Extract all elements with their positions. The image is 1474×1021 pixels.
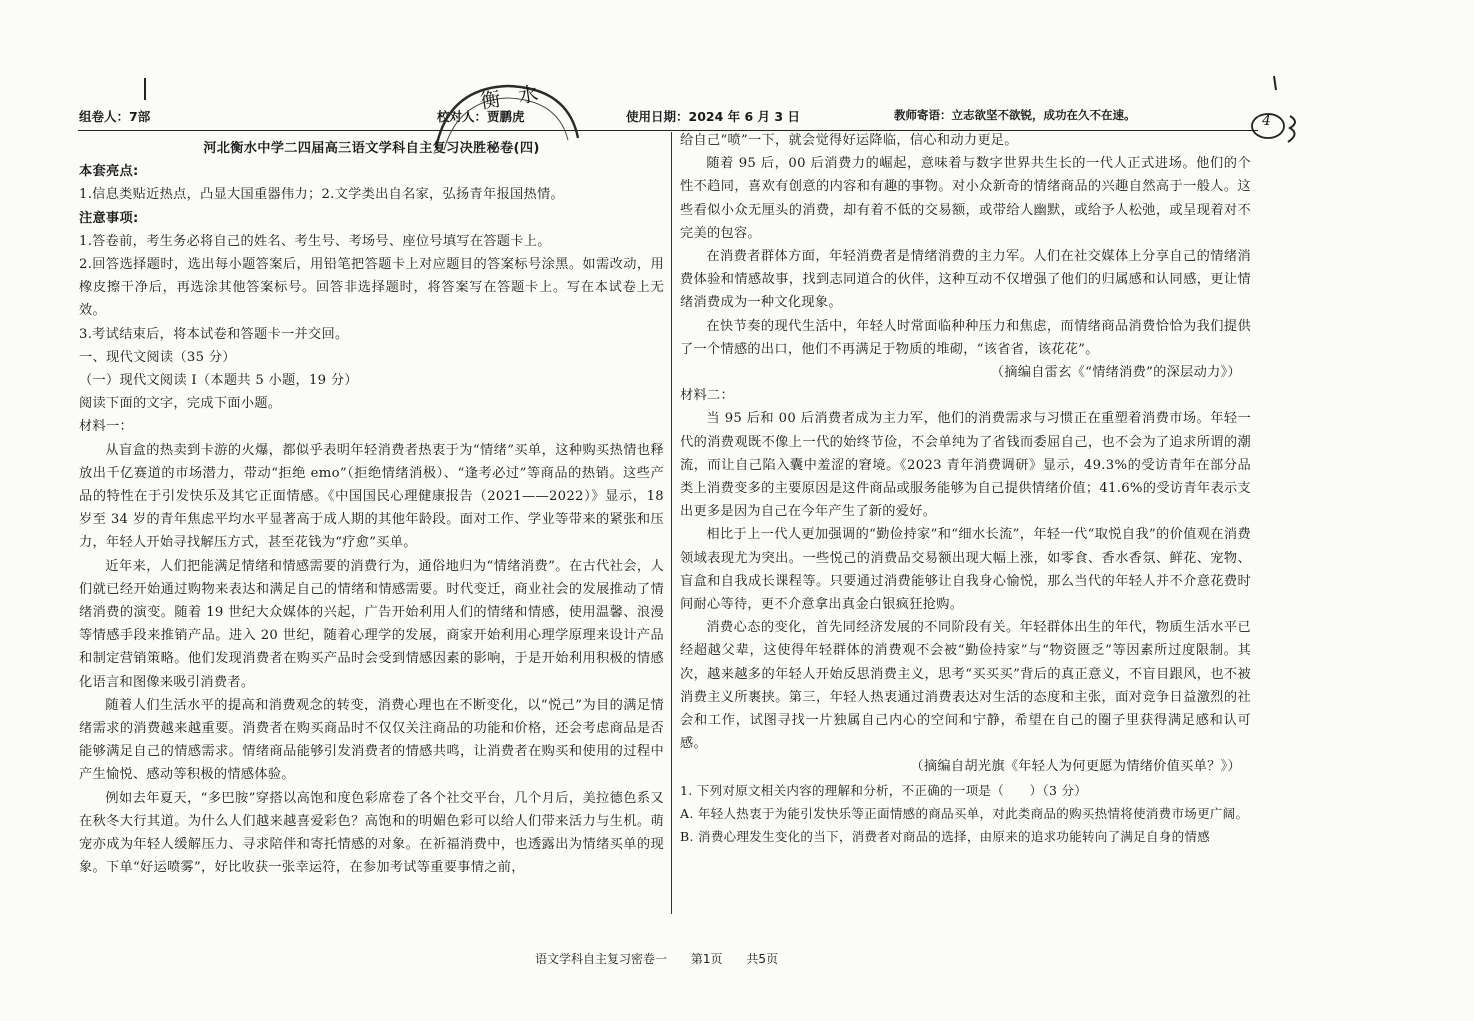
paragraph: 消费心态的变化，首先同经济发展的不同阶段有关。年轻群体出生的年代，物质生活水平已经超越父辈，这使得年轻群体的消费观不会被“勤俭持家”与“物资匮乏”等因素所过度限制。其次，越来越多的年轻人开始反思消费主义，思考“买买买”背后的真正意义，不盲目跟风，也不被消费主义所裹挟。第三，年轻人热衷通过消费表达对生活的态度和主张，面对竞争日益激烈的社会和工作，试图寻找一片独属自己内心的空间和宁静，希望在自己的圈子里获得满足感和认可感。 (680, 620, 1251, 752)
note-1: 1.答卷前，考生务必将自己的姓名、考生号、考场号、座位号填写在答题卡上。 (79, 233, 551, 249)
right-column (680, 129, 1251, 848)
paragraph: 随着人们生活水平的提高和消费观念的转变，消费心理也在不断变化，以“悦己”为目的满足情绪需求的消费越来越重要。消费者在购买商品时不仅仅关注商品的功能和价格，还会考虑商品是否能够满足自己的情感需求。情绪商品能够引发消费者的情感共鸣，让消费者在购买和使用的过程中产生愉悦、感动等积极的情感体验。 (79, 697, 664, 783)
paragraph: 给自己“喷”一下，就会觉得好运降临，信心和动力更足。 (680, 133, 1018, 148)
circled-page-mark (1248, 108, 1308, 148)
subsection-heading: （一）现代文阅读 I（本题共 5 小题，19 分） (79, 373, 358, 389)
material-1-label: 材料一： (79, 419, 133, 435)
footer-subject: 语文学科自主复习密卷一 (535, 952, 668, 966)
exam-title: 河北衡水中学二四届高三语文学科自主复习决胜秘卷(四) (203, 141, 540, 156)
pen-mark (140, 76, 150, 102)
question-1-option-a: A. 年轻人热衷于为能引发快乐等正面情感的商品买单，对此类商品的购买热情将使消费市场更广阔。 (680, 805, 1249, 821)
question-1: 1. 下列对原文相关内容的理解和分析，不正确的一项是（ ）（3 分） (680, 782, 1088, 798)
stamp-text: 衡水 (478, 78, 558, 114)
section-heading: 一、现代文阅读（35 分） (79, 349, 236, 365)
footer-total: 共5页 (746, 952, 778, 966)
paragraph: 近年来，人们把能满足情绪和情感需要的消费行为，通俗地归为“情绪消费”。在古代社会，人们就已经开始通过购物来表达和满足自己的情绪和情感需要。时代变迁，商业社会的发展推动了情绪消费的演变。随着 19 世纪大众媒体的兴起，广告开始利用人们的情绪和情感，使用温馨、浪漫等情感手段来推销产品。进入 20 世纪，随着心理学的发展，商家开始利用心理学原理来设计产品和制定营销策略。他们发现消费者在购买产品时会受到情感因素的影响，于是开始利用积极的情感化语言和图像来吸引消费者。 (79, 558, 664, 690)
page-footer (535, 950, 798, 967)
question-1-option-b: B. 消费心理发生变化的当下，消费者对商品的选择，由原来的追求功能转向了满足自身的情感 (680, 829, 1211, 845)
source-citation-1: （摘编自雷玄《“情绪消费”的深层动力》） (990, 365, 1241, 381)
note-2: 2.回答选择题时，选出每小题答案后，用铅笔把答题卡上对应题目的答案标号涂黑。如需改动，用橡皮擦干净后，再选涂其他答案标号。回答非选择题时，将答案写在答题卡上。写在本试卷上无效。 (79, 257, 664, 319)
proofreader-label: 校对人：贾鹏虎 (437, 109, 525, 124)
date-label: 使用日期：2024 年 6 月 3 日 (626, 109, 800, 124)
highlights-text: 1.信息类贴近热点，凸显大国重器伟力；2.文学类出自名家，弘扬青年报国热情。 (79, 187, 564, 203)
pen-mark-right (1270, 74, 1280, 92)
column-divider (671, 132, 672, 914)
footer-page: 第1页 (690, 952, 723, 966)
paragraph: 例如去年夏天，“多巴胺”穿搭以高饱和度色彩席卷了各个社交平台，几个月后，美拉德色系又在秋冬大行其道。为什么人们越来越喜爱彩色？高饱和的明媚色彩可以给人们带来活力与生机。萌宠亦成为年轻人缓解压力、寻求陪伴和寄托情感的对象。在祈福消费中，也透露出为情绪买单的现象。下单“好运喷雾”，好比收获一张幸运符，在参加考试等重要事情之前， (79, 790, 664, 876)
material-2-label: 材料二： (680, 388, 734, 404)
reading-instruction: 阅读下面的文字，完成下面小题。 (79, 396, 282, 412)
paragraph: 在快节奏的现代生活中，年轻人时常面临种种压力和焦虑，而情绪商品消费恰恰为我们提供了一个情感的出口，他们不再满足于物质的堆砌，“该省省，该花花”。 (680, 318, 1251, 357)
highlights-heading: 本套亮点: (79, 164, 139, 180)
paragraph: 随着 95 后，00 后消费力的崛起，意味着与数字世界共生长的一代人正式进场。他们的个性不趋同，喜欢有创意的内容和有趣的事物。对小众新奇的情绪商品的兴趣自然高于一般人。这些看似小众无厘头的消费，却有着不低的交易额，或带给人幽默，或给予人松弛，或呈现着对不完美的包容。 (680, 156, 1251, 241)
paragraph: 当 95 后和 00 后消费者成为主力军，他们的消费需求与习惯正在重塑着消费市场。年轻一代的消费观既不像上一代的始终节俭，不会单纯为了省钱而委屈自己，也不会为了追求所谓的潮流，而让自己陷入囊中羞涩的窘境。《2023 青年消费调研》显示，49.3%的受访青年在部分品类上消费变多的主要原因是这件商品或服务能够为自己提供情绪价值；41.6%的受访青年表示支出更多是因为自己在今年产生了新的爱好。 (680, 411, 1251, 520)
notes-heading: 注意事项: (79, 210, 139, 226)
teacher-motto: 教师寄语：立志欲坚不欲锐，成功在久不在速。 (894, 108, 1136, 122)
source-citation-2: （摘编自胡光旗《年轻人为何更愿为情绪价值买单？》） (910, 759, 1241, 775)
paragraph: 从盲盒的热卖到卡游的火爆，都似乎表明年轻消费者热衷于为“情绪”买单，这种购买热情也释放出千亿赛道的市场潜力，带动“拒绝 emo”（拒绝情绪消极）、“逢考必过”等商品的热销。这些产品的特性在于引发快乐及其它正面情感。《中国国民心理健康报告（2021——2022）》显示，18 岁至 34 岁的青年焦虑平均水平显著高于成人期的其他年龄段。面对工作、学业等带来的紧张和压力，年轻人开始寻找解压方式，甚至花钱为“疗愈”买单。 (79, 442, 664, 551)
paragraph: 在消费者群体方面，年轻消费者是情绪消费的主力军。人们在社交媒体上分享自己的情绪消费体验和情感故事，找到志同道合的伙伴，这种互动不仅增强了他们的归属感和认同感，更让情绪消费成为一种文化现象。 (680, 249, 1251, 311)
note-3: 3.考试结束后，将本试卷和答题卡一并交回。 (79, 326, 349, 342)
left-column (79, 137, 664, 880)
compiler-label: 组卷人：7部 (79, 109, 151, 124)
paragraph: 相比于上一代人更加强调的“勤俭持家”和“细水长流”，年轻一代“取悦自我”的价值观在消费领域表现尤为突出。一些悦己的消费品交易额出现大幅上涨，如零食、香水香氛、鲜花、宠物、盲盒和自我成长课程等。只要通过消费能够让自我身心愉悦，那么当代的年轻人并不介意花费时间耐心等待，更不介意拿出真金白银疯狂抢购。 (680, 527, 1251, 613)
page-mark-number: 4 (1262, 113, 1271, 129)
